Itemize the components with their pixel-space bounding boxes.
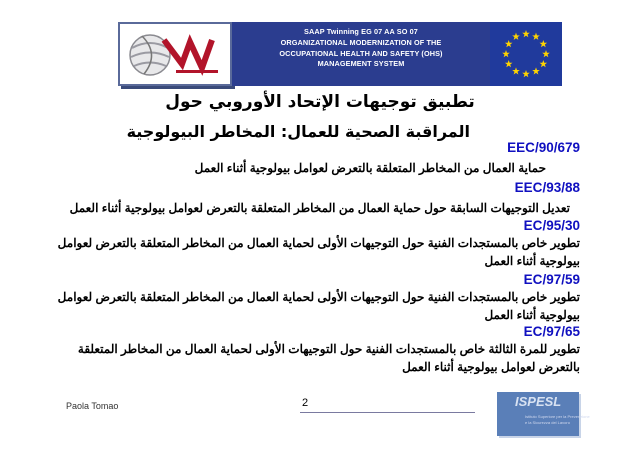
directive-description: تعديل التوجيهات السابقة حول حماية العمال من المخاطر المتعلقة بالتعرض لعوامل بيولوجية أثناء العمل — [69, 201, 570, 215]
eu-star-icon — [505, 60, 513, 67]
directive-description: تطوير للمرة الثالثة خاص بالمستجدات الفنية حول التوجيهات الأولى لحماية العمال من المخاطر المتعلقة — [77, 342, 580, 356]
directive-code: 90/679/EEC — [507, 140, 580, 155]
eu-star-icon — [542, 50, 550, 57]
banner-line: SAAP Twinning EG 07 AA SO 07 — [304, 27, 418, 36]
directive-code: 97/59/EC — [523, 272, 580, 287]
eu-star-icon — [540, 60, 548, 67]
globe-logo-icon — [120, 24, 230, 84]
banner-line: OCCUPATIONAL HEALTH AND SAFETY (OHS) — [279, 48, 443, 58]
banner-line: MANAGEMENT SYSTEM — [317, 59, 405, 69]
eu-star-icon — [512, 67, 520, 74]
directive-description: بيولوجية أثناء العمل — [484, 254, 580, 268]
eu-star-icon — [532, 33, 540, 40]
page-number: 2 — [302, 397, 309, 409]
banner-line: ORGANIZATIONAL MODERNIZATION OF THE — [280, 37, 442, 47]
directive-description: حماية العمال من المخاطر المتعلقة بالتعرض لعوامل بيولوجية أثناء العمل — [194, 161, 546, 175]
ispesl-line: Istituto Superiore per la Prevenzione — [525, 414, 590, 419]
author-name: Paola Tomao — [66, 401, 119, 411]
eu-flag-icon — [490, 22, 562, 86]
eu-star-icon — [522, 30, 530, 37]
eu-star-icon — [532, 67, 540, 74]
ispesl-logo — [497, 392, 590, 436]
directive-code: 97/65/EC — [523, 324, 580, 339]
directive-description: تطوير خاص بالمستجدات الفنية حول التوجيهات الأولى لحماية العمال من المخاطر المتعلقة بالتعرض لعوامل — [57, 236, 580, 250]
eu-star-icon — [540, 40, 548, 47]
directive-description: تطوير خاص بالمستجدات الفنية حول التوجيهات الأولى لحماية العمال من المخاطر المتعلقة بالتعرض لعوامل — [57, 290, 580, 304]
ispesl-name: ISPESL — [515, 394, 562, 409]
header-banner — [118, 22, 562, 86]
project-banner — [232, 22, 490, 86]
ispesl-line: e la Sicurezza del Lavoro — [525, 420, 570, 425]
eu-star-icon — [522, 70, 530, 77]
slide-title: تطبيق توجيهات الإتحاد الأوروبي حول — [165, 92, 475, 112]
eu-star-icon — [502, 50, 510, 57]
twinning-logo — [118, 22, 232, 86]
footer-divider — [300, 412, 475, 413]
eu-star-icon — [512, 33, 520, 40]
directive-description: بيولوجية أثناء العمل — [484, 308, 580, 322]
directive-code: 95/30/EC — [523, 218, 580, 233]
directive-description: بالتعرض لعوامل بيولوجية أثناء العمل — [402, 360, 580, 374]
directive-code: 93/88/EEC — [514, 180, 580, 195]
slide-subtitle: المراقبة الصحية للعمال: المخاطر البيولوجية — [126, 122, 470, 141]
eu-star-icon — [505, 40, 513, 47]
